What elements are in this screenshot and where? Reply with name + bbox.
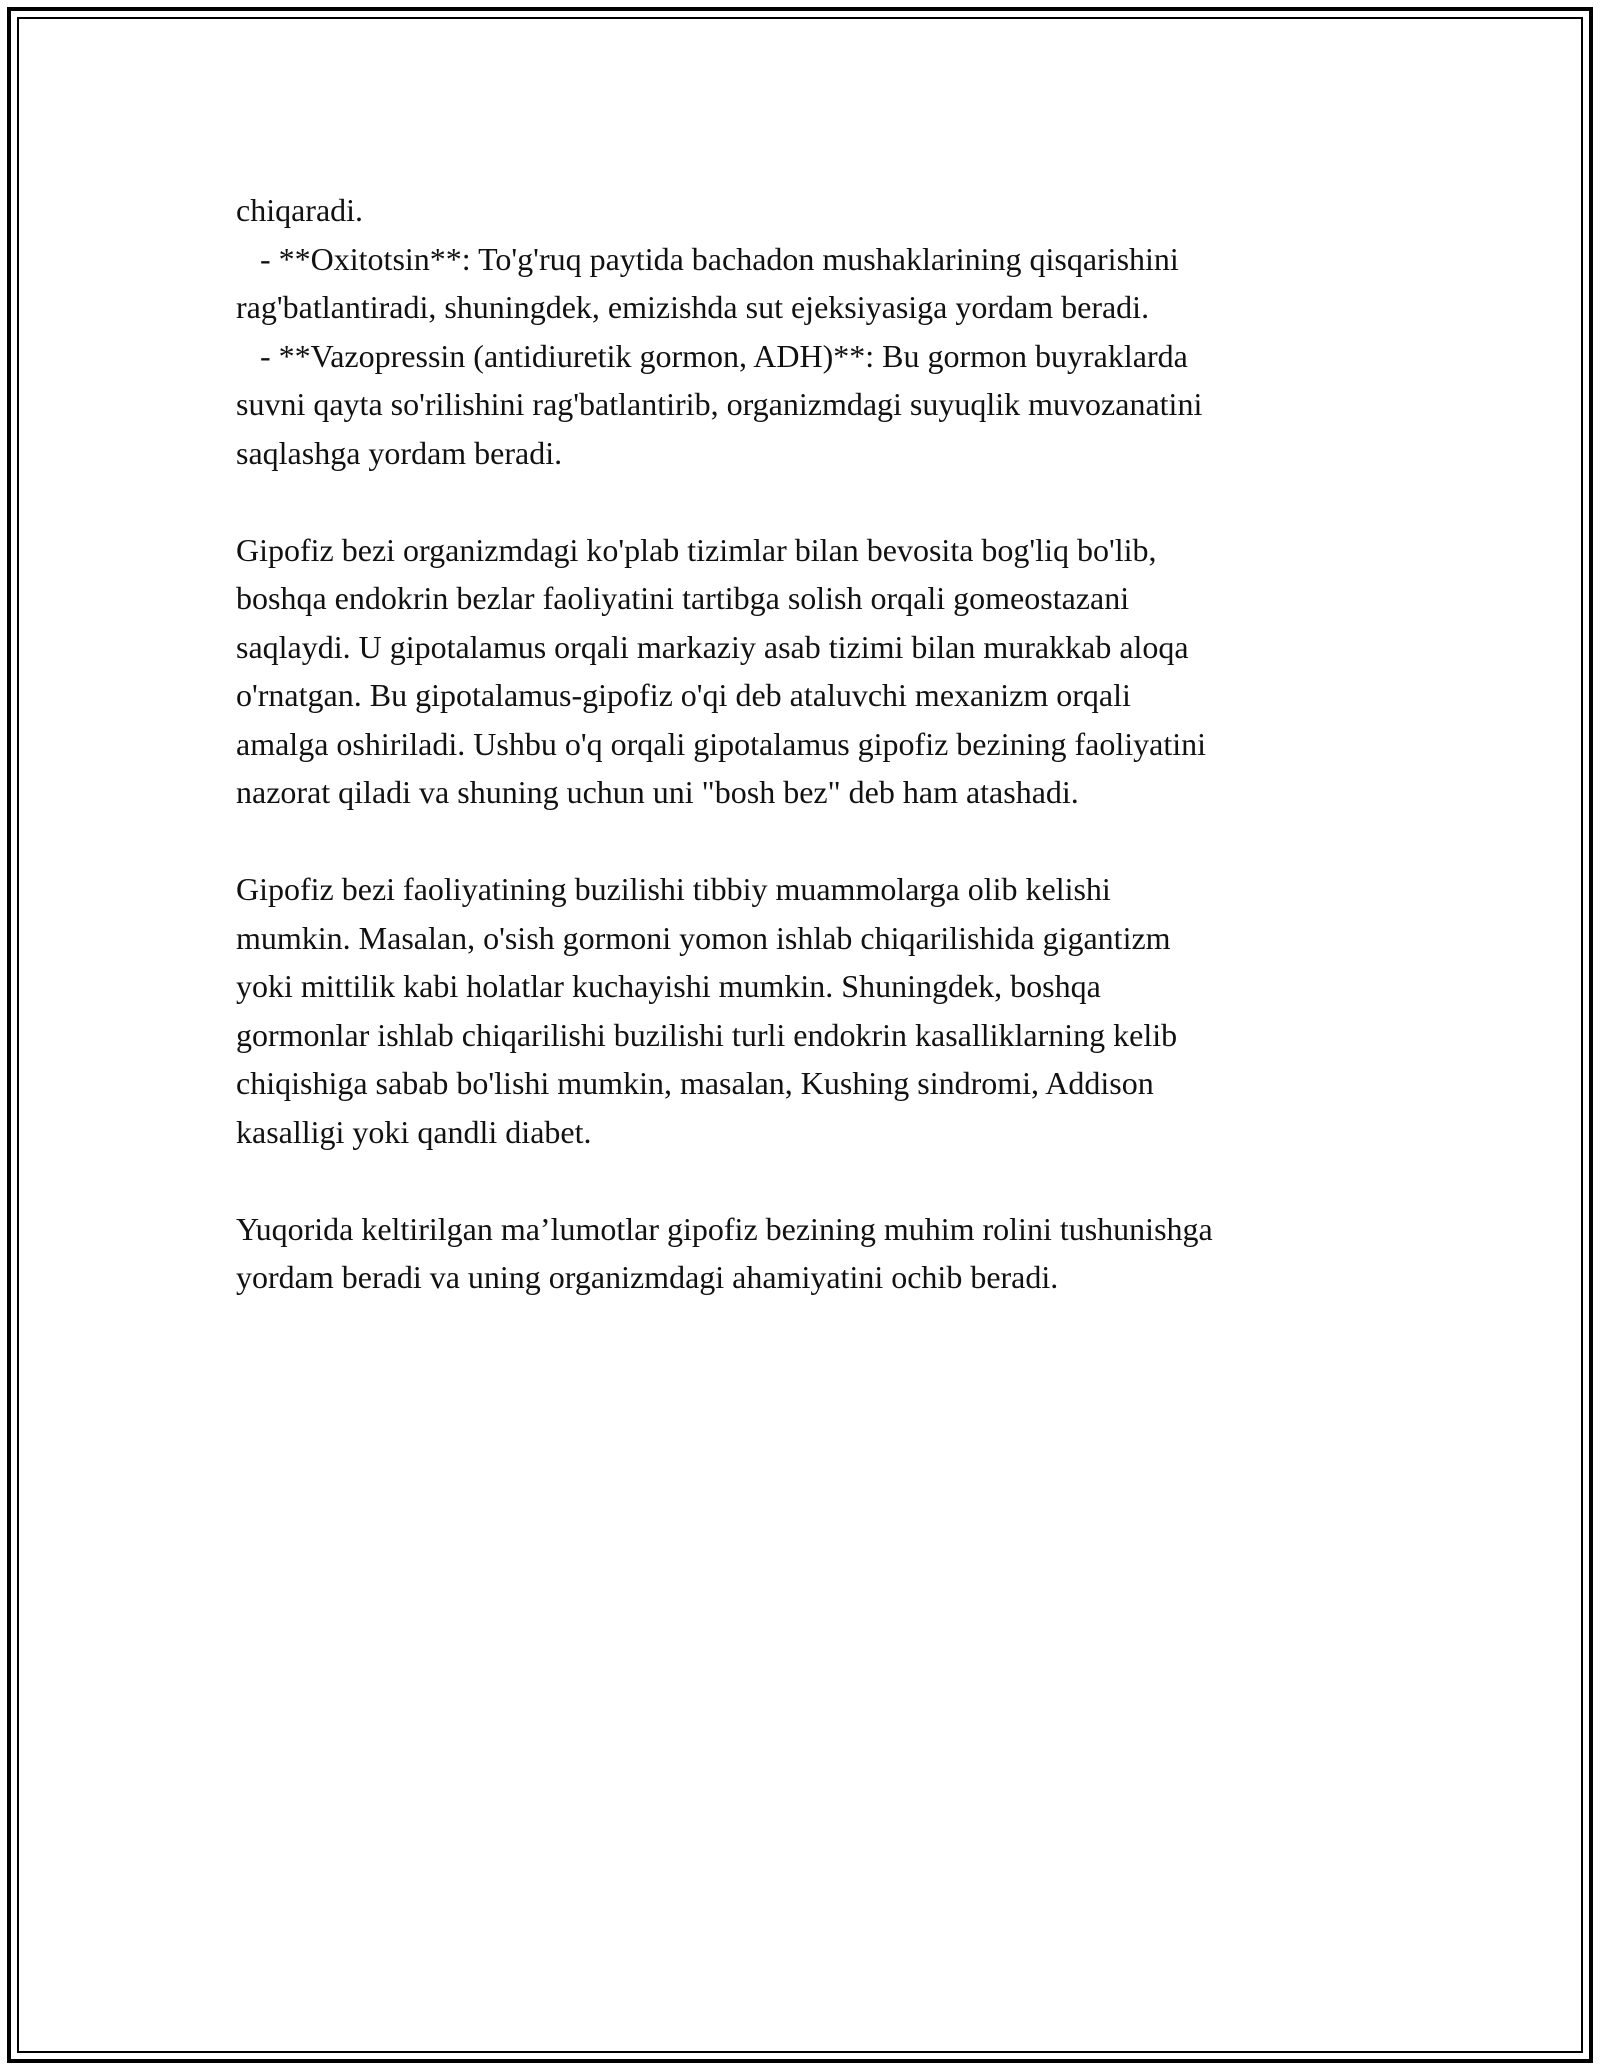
text-line: Gipofiz bezi faoliyatining buzilishi tibbiy muammolarga olib kelishi [236, 871, 1111, 907]
text-line: kasalligi yoki qandli diabet. [236, 1113, 592, 1150]
paragraph-hormone-list [236, 186, 1386, 477]
list-item-vazopressin: - **Vazopressin (antidiuretik gormon, ADH)**: Bu gormon buyraklarda [236, 337, 1188, 374]
text-line: o'rnatgan. Bu gipotalamus-gipofiz o'qi deb ataluvchi mexanizm orqali [236, 677, 1131, 713]
text-line: saqlashga yordam beradi. [236, 434, 563, 471]
paragraph-conclusion [236, 1205, 1386, 1302]
text-line: amalga oshiriladi. Ushbu o'q orqali gipotalamus gipofiz bezining faoliyatini [236, 725, 1206, 762]
text-line: Gipofiz bezi organizmdagi ko'plab tizimlar bilan bevosita bog'liq bo'lib, [236, 531, 1157, 568]
text-line: chiqishiga sabab bo'lishi mumkin, masalan, Kushing sindromi, Addison [236, 1065, 1154, 1101]
text-line: boshqa endokrin bezlar faoliyatini tartibga solish orqali gomeostazani [236, 580, 1130, 616]
text-line: saqlaydi. U gipotalamus orqali markaziy asab tizimi bilan murakkab aloqa [236, 628, 1189, 665]
text-line: suvni qayta so'rilishini rag'batlantirib, organizmdagi suyuqlik muvozanatini [236, 386, 1203, 422]
paragraph-gipofiz-disorders [236, 865, 1386, 1156]
document-body [236, 186, 1386, 1302]
text-line: gormonlar ishlab chiqarilishi buzilishi turli endokrin kasalliklarning kelib [236, 1016, 1178, 1053]
paragraph-gap [236, 817, 1386, 866]
list-item-oxitotsin: - **Oxitotsin**: To'g'ruq paytida bachadon mushaklarining qisqarishini [236, 240, 1179, 277]
text-line: Yuqorida keltirilgan ma’lumotlar gipofiz bezining muhim rolini tushunishga [236, 1210, 1213, 1247]
paragraph-gap [236, 477, 1386, 526]
text-line: yoki mittilik kabi holatlar kuchayishi mumkin. Shuningdek, boshqa [236, 968, 1101, 1004]
paragraph-gipofiz-regulation [236, 526, 1386, 817]
text-line: nazorat qiladi va shuning uchun uni "bosh bez" deb ham atashadi. [236, 774, 1079, 810]
paragraph-gap [236, 1156, 1386, 1205]
text-line: chiqaradi. [236, 192, 364, 228]
text-line: yordam beradi va uning organizmdagi ahamiyatini ochib beradi. [236, 1259, 1059, 1295]
text-line: mumkin. Masalan, o'sish gormoni yomon ishlab chiqarilishida gigantizm [236, 919, 1171, 956]
text-line: rag'batlantiradi, shuningdek, emizishda sut ejeksiyasiga yordam beradi. [236, 289, 1150, 325]
